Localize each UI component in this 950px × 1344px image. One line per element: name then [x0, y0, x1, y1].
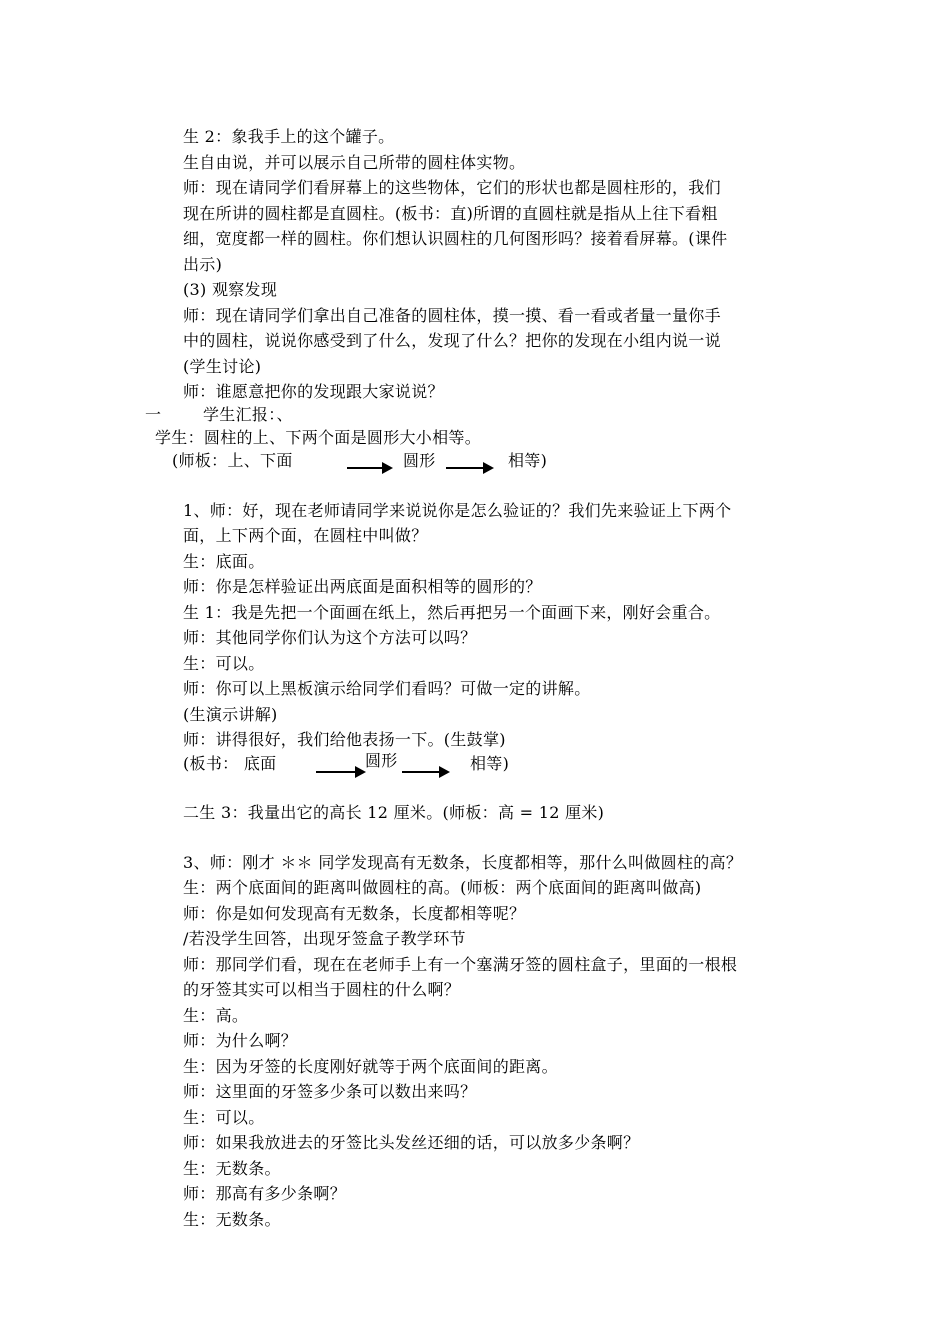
text-line: 生：两个底面间的距离叫做圆柱的高。(师板：两个底面间的距离叫做高)	[183, 878, 702, 897]
text-line: 的牙签其实可以相当于圆柱的什么啊？	[183, 980, 461, 999]
text-line: 学生汇报：、	[203, 405, 293, 424]
text-line: 师：谁愿意把你的发现跟大家说说？	[183, 382, 444, 401]
section-heading: (3) 观察发现	[183, 280, 278, 299]
text-line: 师：如果我放进去的牙签比头发丝还细的话，可以放多少条啊？	[183, 1133, 640, 1152]
text-line: 师：那同学们看，现在在老师手上有一个塞满牙签的圆柱盒子，里面的一根根	[183, 955, 738, 974]
text-line: 生：高。	[183, 1006, 249, 1025]
text-line: 学生：圆柱的上、下两个面是圆形大小相等。	[155, 428, 482, 447]
board-note: (板书： 底面	[183, 754, 277, 773]
text-line: 1、师：好，现在老师请同学来说说你是怎么验证的？我们先来验证上下两个	[183, 501, 732, 520]
text-line: 师：其他同学你们认为这个方法可以吗？	[183, 628, 477, 647]
arrow-icon	[402, 766, 450, 778]
text-line: 师：你是如何发现高有无数条，长度都相等呢？	[183, 904, 526, 923]
text-line: 师：现在请同学们看屏幕上的这些物体，它们的形状也都是圆柱形的，我们	[183, 178, 721, 197]
text-line: 师：现在请同学们拿出自己准备的圆柱体，摸一摸、看一看或者量一量你手	[183, 306, 721, 325]
text-line: 细，宽度都一样的圆柱。你们想认识圆柱的几何图形吗？接着看屏幕。(课件	[183, 229, 728, 248]
text-line: 现在所讲的圆柱都是直圆柱。(板书：直)所谓的直圆柱就是指从上往下看粗	[183, 204, 718, 223]
text-line: 生：无数条。	[183, 1210, 281, 1229]
text-line: 3、师：刚才 ＊＊ 同学发现高有无数条，长度都相等，那什么叫做圆柱的高？	[183, 853, 743, 872]
text-line: 中的圆柱，说说你感受到了什么，发现了什么？把你的发现在小组内说一说	[183, 331, 721, 350]
text-line: 面，上下两个面，在圆柱中叫做？	[183, 526, 428, 545]
text-line: 生自由说，并可以展示自己所带的圆柱体实物。	[183, 153, 526, 172]
text-line: 师：那高有多少条啊？	[183, 1184, 347, 1203]
text-line: 师：你是怎样验证出两底面是面积相等的圆形的？	[183, 577, 542, 596]
board-note: 圆形	[365, 751, 398, 770]
text-line: 生：无数条。	[183, 1159, 281, 1178]
text-line: 二生 3：我量出它的高长 12 厘米。(师板：高 = 12 厘米)	[183, 803, 605, 822]
text-line: 生：底面。	[183, 552, 265, 571]
text-line: 师：你可以上黑板演示给同学们看吗？可做一定的讲解。	[183, 679, 591, 698]
text-line: (学生讨论)	[183, 357, 262, 376]
text-line: 师：这里面的牙签多少条可以数出来吗？	[183, 1082, 477, 1101]
text-line: 师：为什么啊？	[183, 1031, 298, 1050]
board-note: 圆形	[403, 451, 436, 470]
text-line: 生：可以。	[183, 1108, 265, 1127]
arrow-icon	[316, 766, 366, 778]
board-note: (师板：上、下面	[172, 451, 293, 470]
board-note: 相等)	[470, 754, 510, 773]
text-line: 生：可以。	[183, 654, 265, 673]
text-line: /若没学生回答，出现牙签盒子教学环节	[183, 929, 466, 948]
board-note: 相等)	[508, 451, 548, 470]
arrow-icon	[446, 462, 494, 474]
text-line: (生演示讲解)	[183, 705, 278, 724]
text-line: 出示)	[183, 255, 223, 274]
text-line: 生 2：象我手上的这个罐子。	[183, 127, 395, 146]
text-line: 生 1：我是先把一个面画在纸上，然后再把另一个面画下来，刚好会重合。	[183, 603, 721, 622]
list-number: 一	[145, 405, 162, 424]
text-line: 生：因为牙签的长度刚好就等于两个底面间的距离。	[183, 1057, 558, 1076]
text-line: 师：讲得很好，我们给他表扬一下。(生鼓掌)	[183, 730, 506, 749]
arrow-icon	[347, 462, 393, 474]
